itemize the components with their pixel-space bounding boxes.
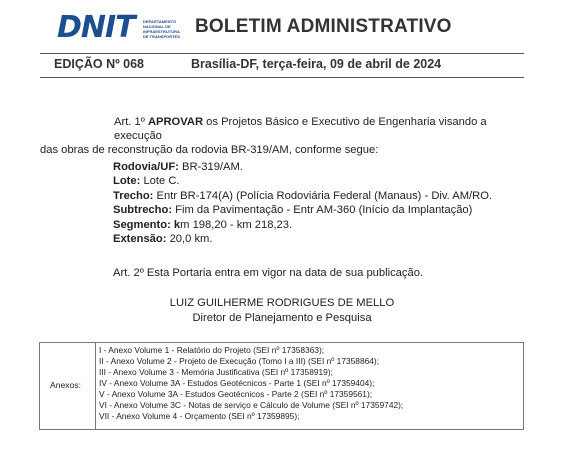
detail-value: m 198,20 - km 218,23. [180,218,293,231]
signer-name: LUIZ GUILHERME RODRIGUES DE MELLO [169,297,395,309]
annex-item: IV - Anexo Volume 3A - Estudos Geotécnicos - Parte 1 (SEI nº 17359404); [99,378,375,388]
project-details [113,160,533,246]
publication-date: Brasília-DF, terça-feira, 09 de abril de 2024 [191,57,442,71]
logo-subtitle-line: NACIONAL DE [143,24,171,29]
logo-subtitle-line: INFRAESTRUTURA [143,29,180,34]
detail-trecho [113,189,533,203]
edition-bar [40,55,524,75]
annexes-label: Anexos: [50,380,82,390]
annexes-table [39,342,524,430]
detail-value: Entr BR-174(A) (Polícia Rodoviária Federal (Manaus) - Div. AM/RO. [156,189,493,202]
detail-extensao [113,232,533,246]
detail-label: Extensão: [113,233,167,246]
dnit-logo [57,10,185,48]
detail-segmento [113,218,533,232]
article-2: Art. 2º Esta Portaria entra em vigor na data de sua publicação. [113,267,424,279]
detail-label: Trecho: [113,189,154,202]
dnit-logo-wordmark: DNIT [57,10,135,45]
signer-role: Diretor de Planejamento e Pesquisa [192,312,372,324]
annexes-label-cell [40,343,96,429]
detail-lote [113,174,533,188]
article-1-text: os Projetos Básico e Executivo de Engenharia visando a execução [114,116,487,142]
annex-item: III - Anexo Volume 3 - Memória Justificativa (SEI nº 17358919); [99,367,333,377]
detail-label: Lote: [113,175,141,188]
detail-value: Fim da Pavimentação - Entr AM-360 (Início da Implantação) [175,204,473,217]
annex-item: I - Anexo Volume 1 - Relatório do Projeto (SEI nº 17358363); [99,345,325,355]
annex-item: V - Anexo Volume 3A - Estudos Geotécnicos - Parte 2 (SEI nº 17359561); [99,389,373,399]
annex-item: VI - Anexo Volume 3C - Notas de serviço e Cálculo de Volume (SEI nº 17359742); [99,400,404,410]
annexes-list [99,345,403,422]
logo-subtitle-line: DE TRANSPORTES [143,34,180,39]
dnit-logo-subtitle [143,19,189,39]
detail-value: 20,0 km. [169,233,213,246]
article-1-line-2: das obras de reconstrução da rodovia BR-319/AM, conforme segue: [40,144,379,156]
header-bottom-rule [40,77,524,78]
annex-item: II - Anexo Volume 2 - Projeto de Execução (Tomo I a III) (SEI nº 17358864); [99,356,380,366]
header-top-rule [40,53,524,54]
article-1 [40,115,530,157]
detail-value: Lote C. [143,175,180,188]
detail-label: Segmento: k [113,218,181,231]
edition-number: EDIÇÃO Nº 068 [54,57,145,71]
logo-subtitle-line: DEPARTAMENTO [143,19,177,24]
detail-label: Subtrecho: [113,204,173,217]
detail-label: Rodovia/UF: [113,161,179,173]
bulletin-header [57,12,527,52]
bulletin-title: BOLETIM ADMINISTRATIVO [195,16,452,37]
article-1-label: Art. 1º [114,116,145,128]
article-1-verb: APROVAR [147,116,204,128]
detail-value: BR-319/AM. [182,161,243,173]
detail-rodovia [113,160,533,174]
article-1-line-1 [40,115,530,143]
detail-subtrecho [113,203,533,217]
annex-item: VII - Anexo Volume 4 - Orçamento (SEI nº 17359895); [99,411,300,421]
